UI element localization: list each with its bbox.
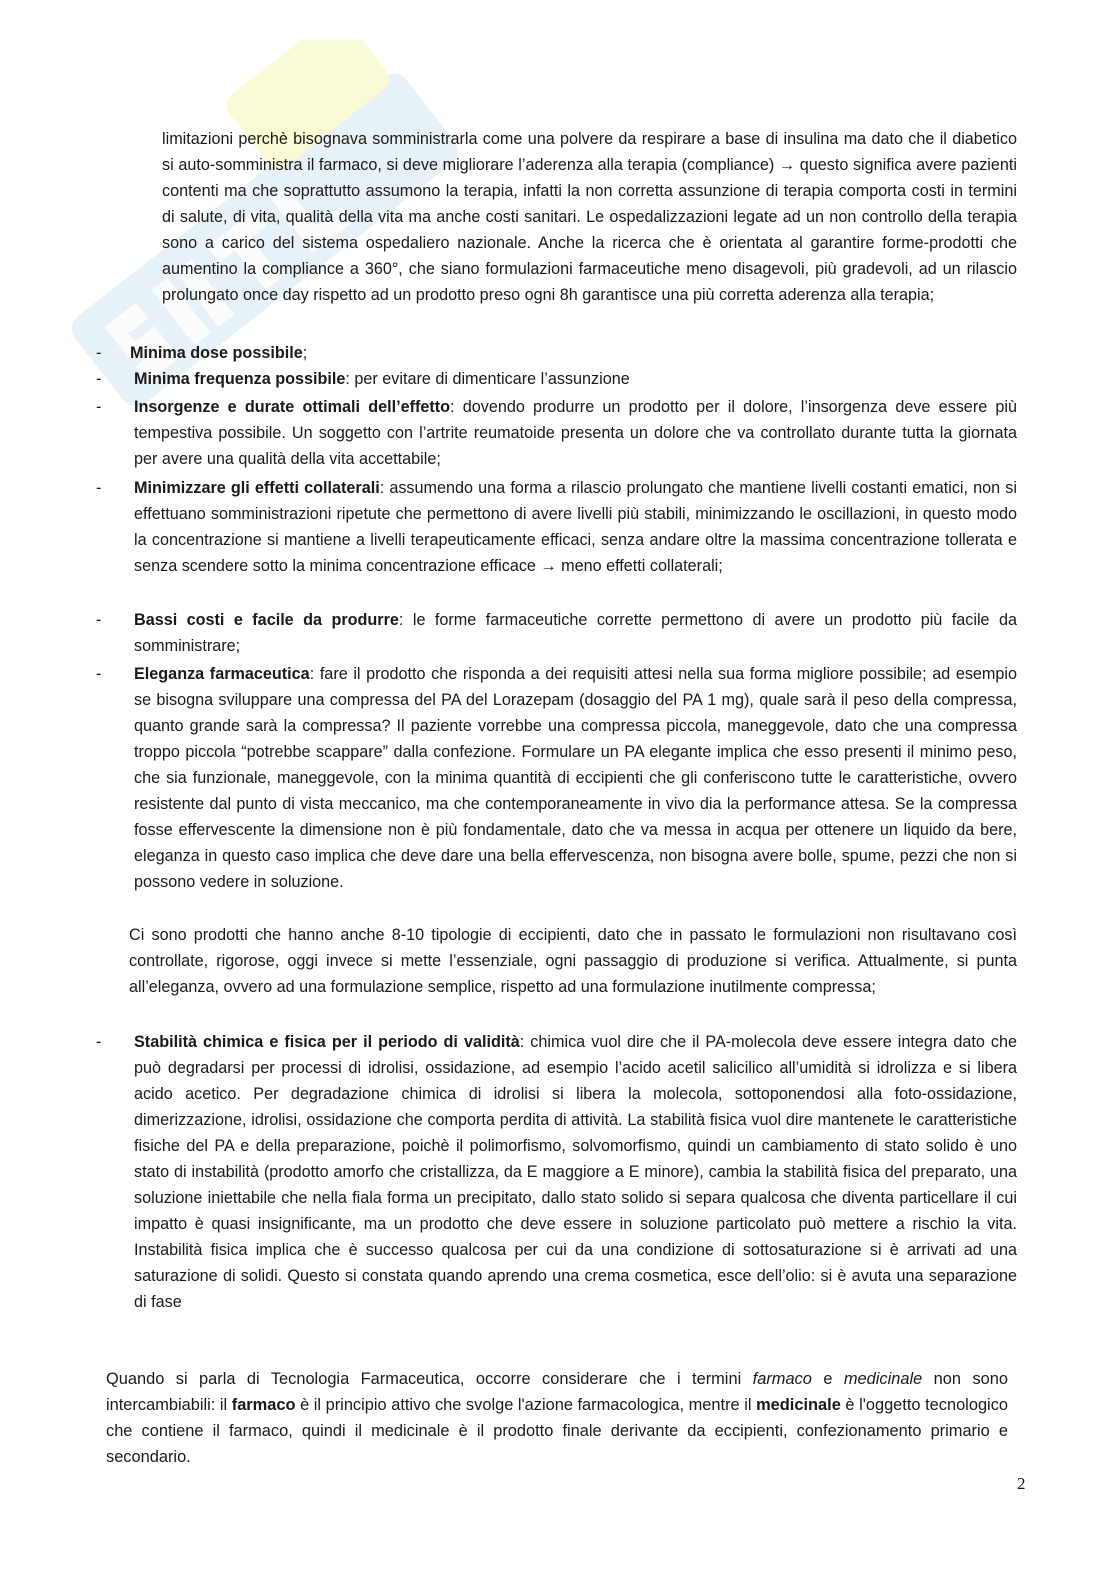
bullet-text: : dovendo produrre un prodotto per il dolore, l’insorgenza deve essere più tempestiva possibile. Un soggetto con l’artrite reumatoide presenta un dolore che va controllato durante tutta la giornata per avere una qualità della vita accettabile; [134, 398, 1017, 468]
bullet-title: Minimizzare gli effetti collaterali [134, 479, 380, 497]
final-paragraph [106, 1366, 1008, 1470]
bullet-dash: - [96, 611, 102, 629]
bullet-dash: - [96, 344, 102, 362]
term-medicinale-italic: medicinale [843, 1370, 923, 1388]
bullet-text: : per evitare di dimenticare l’assunzione [345, 370, 630, 388]
bullet-text: : le forme farmaceutiche corrette permettono di avere un prodotto più facile da somministrare; [134, 611, 1017, 655]
bullet-title: Eleganza farmaceutica [134, 665, 310, 683]
final-text: è il principio attivo che svolge l'azione farmacologica, mentre il [295, 1396, 757, 1414]
final-text: e [811, 1370, 844, 1388]
bullet-title: Insorgenze e durate ottimali dell’effetto [134, 398, 451, 416]
final-text: è l'oggetto tecnologico che contiene il farmaco, quindi il medicinale è il prodotto finale derivante da eccipienti, confezionamento primario e secondario. [106, 1396, 1009, 1466]
bullet-dash: - [96, 479, 102, 497]
intro-paragraph: limitazioni perchè bisognava somministrarla come una polvere da respirare a base di insulina ma dato che il diabetico si auto-somministra il farmaco, si deve migliorare l’aderenza alla terapia (compliance) → questo significa avere pazienti contenti ma che soprattutto assumono la terapia, infatti la non corretta assunzione di terapia comporta costi in termini di salute, di vita, qualità della vita ma anche costi sanitari. Le ospedalizzazioni legate ad un non controllo della terapia sono a carico del sistema ospedaliero nazionale. Anche la ricerca che è orientata al garantire forme-prodotti che aumentino la compliance a 360°, che siano formulazioni farmaceutiche meno disagevoli, più gradevoli, ad un rilascio prolungato once day rispetto ad un prodotto preso ogni 8h garantisce una più corretta aderenza alla terapia; [162, 130, 1017, 304]
bullet-text: ; [302, 344, 308, 362]
bullet-text: : assumendo una forma a rilascio prolungato che mantiene livelli costanti ematici, non si effettuano somministrazioni ripetute che permettono di avere livelli più stabili, minimizzando le oscillazioni, in questo modo la concentrazione si mantiene a livelli terapeuticamente efficaci, senza andare oltre la massima concentrazione tollerata e senza scendere sotto la minima concentrazione efficace → meno effetti collaterali; [134, 479, 1017, 575]
bullet-text: : chimica vuol dire che il PA-molecola deve essere integra dato che può degradarsi per processi di idrolisi, ossidazione, ad esempio l’acido acetil salicilico all’umidità si idrolizza e si libera acido acetico. Per degradazione chimica di idrolisi si libera la molecola, sottoponendosi alla foto-ossidazione, dimerizzazione, idrolisi, ossidazione che comporta perdita di attività. La stabilità fisica vuol dire mantenete le caratteristiche fisiche del PA e della preparazione, poichè il polimorfismo, solvomorfismo, quindi un cambiamento di stato solido è uno stato di instabilità (prodotto amorfo che cristallizza, da E maggiore a E minore), cambia la stabilità fisica del preparato, una soluzione iniettabile che nella fiala forma un precipitato, dallo stato solido si separa qualcosa che diventa particellare il cui impatto è quasi insignificante, ma un prodotto che deve essere in soluzione particolato può mettere a rischio la vita. Instabilità fisica implica che è successo qualcosa per cui da una condizione di sottosaturazione si è arrivati ad una saturazione di solidi. Questo si constata quando aprendo una crema cosmetica, esce dell’olio: si è avuta una separazione di fase [134, 1033, 1017, 1311]
bullet-title: Minima frequenza possibile [134, 370, 346, 388]
final-text: Quando si parla di Tecnologia Farmaceutica, occorre considerare che i termini [106, 1370, 753, 1388]
term-medicinale-bold: medicinale [756, 1396, 841, 1414]
bullet-dash: - [96, 370, 102, 388]
term-farmaco-italic: farmaco [752, 1370, 812, 1388]
bullet-text: : fare il prodotto che risponda a dei requisiti attesi nella sua forma migliore possibile; ad esempio se bisogna sviluppare una compressa del PA del Lorazepam (dosaggio del PA 1 mg), quale sarà il peso della compressa, quanto grande sarà la compressa? Il paziente vorrebbe una compressa piccola, maneggevole, dato che una compressa troppo piccola “potrebbe scappare” dalla confezione. Formulare un PA elegante implica che esso presenti il minimo peso, che sia funzionale, maneggevole, con la minima quantità di eccipienti che gli conferiscono tutte le caratteristiche, ovvero resistente dal punto di vista meccanico, ma che contemporaneamente in vivo dia la performance attesa. Se la compressa fosse effervescente la dimensione non è più fondamentale, dato che va messa in acqua per ottenere un liquido da bere, eleganza in questo caso implica che deve dare una bella effervescenza, non bisogna avere bolle, spume, pezzi che non si possono vedere in soluzione. [134, 665, 1018, 891]
bullet-title: Minima dose possibile [130, 344, 303, 362]
bullet-title: Stabilità chimica e fisica per il periodo di validità [134, 1033, 520, 1051]
page-number: 2 [1017, 1474, 1026, 1493]
term-farmaco-bold: farmaco [231, 1396, 296, 1414]
bullet-dash: - [96, 665, 102, 683]
final-text: non sono intercambiabili: il [106, 1370, 1009, 1414]
bullet-dash: - [96, 398, 102, 416]
bullet-title: Bassi costi e facile da produrre [134, 611, 399, 629]
bullet-dash: - [96, 1033, 102, 1051]
eccipienti-paragraph: Ci sono prodotti che hanno anche 8-10 tipologie di eccipienti, dato che in passato le formulazioni non risultavano così controllate, rigorose, oggi invece si mette l’essenziale, ogni passaggio di produzione si verifica. Attualmente, si punta all’eleganza, ovvero ad una formulazione semplice, rispetto ad una formulazione inutilmente compressa; [129, 926, 1017, 996]
